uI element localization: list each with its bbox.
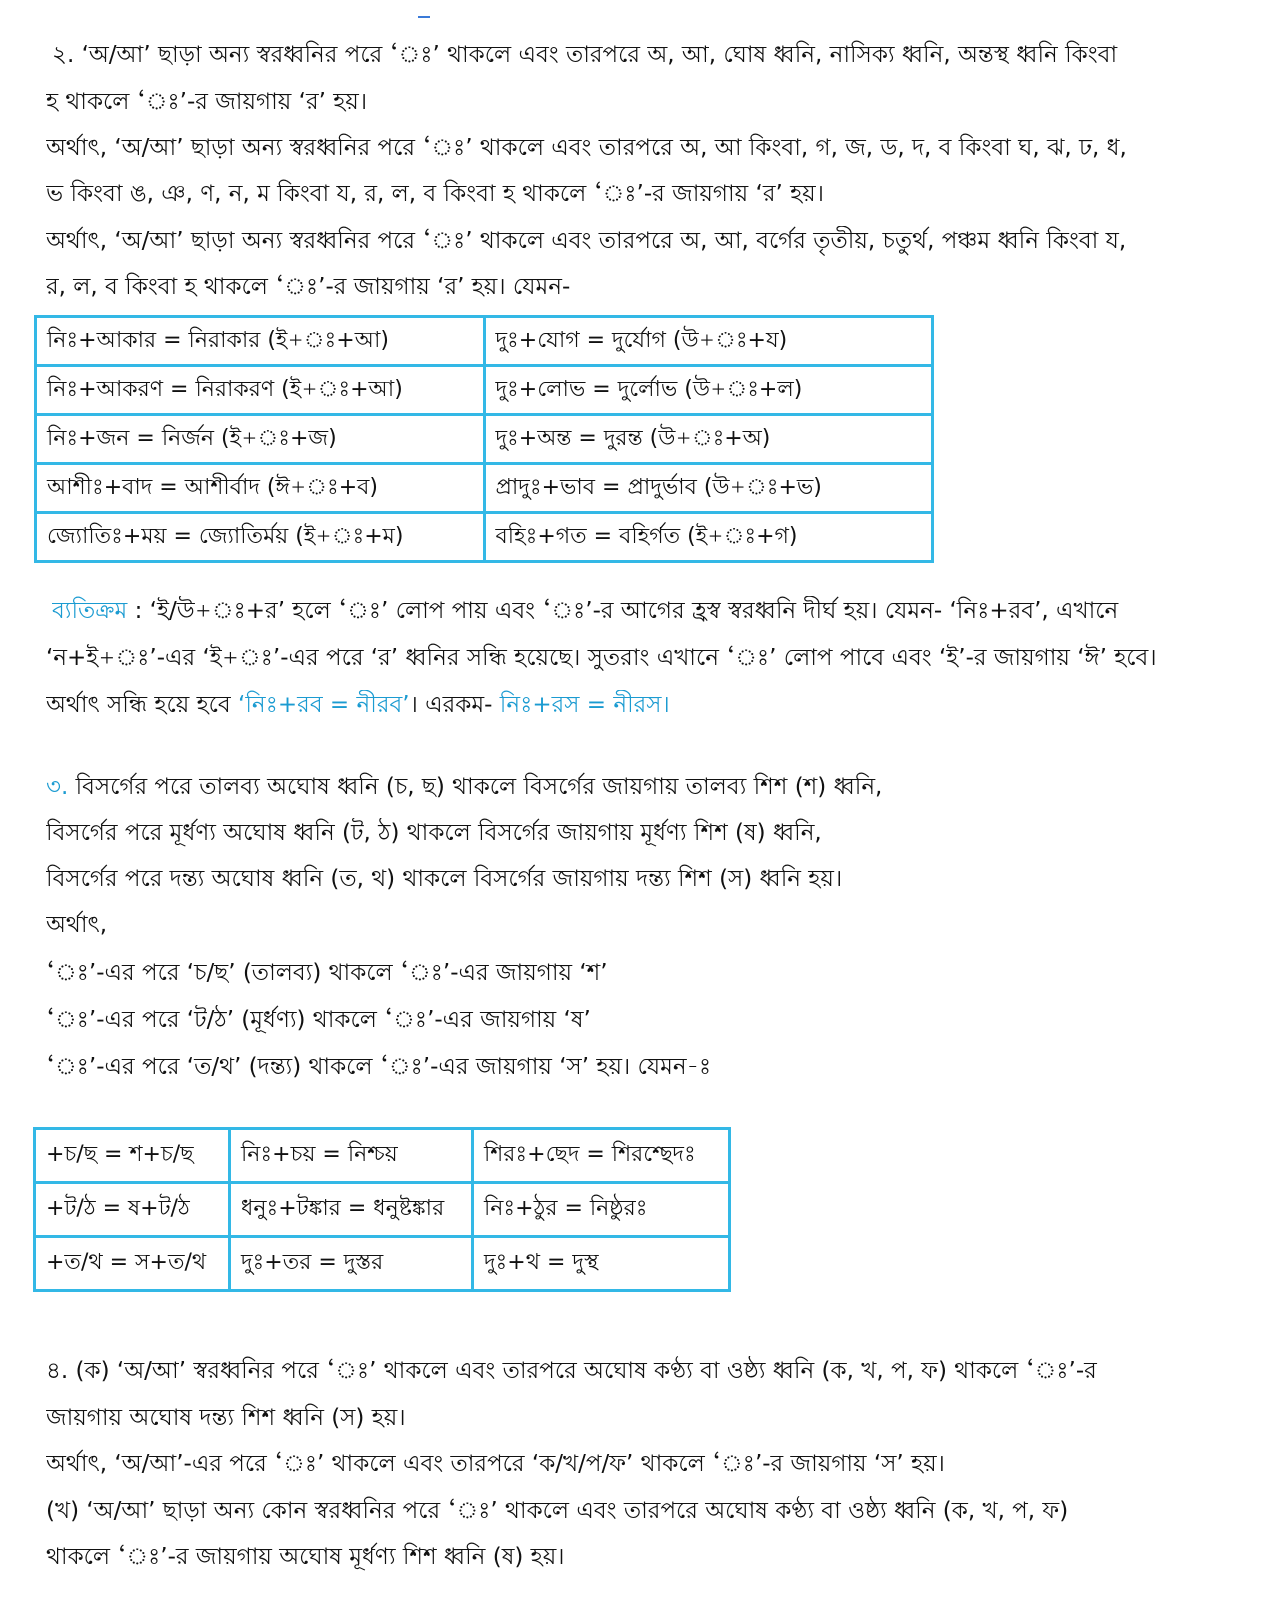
table-cell: নিঃ+আকরণ = নিরাকরণ (ই+ঃ+আ) [36,366,485,415]
table-cell: নিঃ+চয় = নিশ্চয় [230,1129,473,1183]
table-cell: নিঃ+জন = নির্জন (ই+ঃ+জ) [36,415,485,464]
rule2-line-4: ভ কিংবা ঙ, ঞ, ণ, ন, ম কিংবা য, র, ল, ব কিংবা হ থাকলে ‘ঃ’-র জায়গায় ‘র’ হয়। [46,181,824,207]
rule2-line-2: হ থাকলে ‘ঃ’-র জায়গায় ‘র’ হয়। [46,89,368,115]
exception-example-1: ‘নিঃ+রব = নীরব’ [238,692,410,718]
table-cell: দুঃ+অন্ত = দুরন্ত (উ+ঃ+অ) [484,415,933,464]
table-cell: জ্যোতিঃ+ময় = জ্যোতির্ময় (ই+ঃ+ম) [36,513,485,562]
rule2-example-table [34,315,934,563]
table-cell: দুঃ+থ = দুস্থ [473,1237,730,1291]
rule3-line-4: অর্থাৎ, [46,912,108,938]
rule4-line-4: (খ) ‘অ/আ’ ছাড়া অন্য কোন স্বরধ্বনির পরে ‘ঃ’ থাকলে এবং তারপরে অঘোষ কণ্ঠ্য বা ওষ্ঠ্য ধ্বনি (ক, খ, প, ফ) [46,1498,1069,1524]
table-row [36,366,933,415]
rule3-line-3: বিসর্গের পরে দন্ত্য অঘোষ ধ্বনি (ত, থ) থাকলে বিসর্গের জায়গায় দন্ত্য শিশ (স) ধ্বনি হয়। [46,866,843,892]
table-row [35,1183,730,1237]
exception-text: : ‘ই/উ+ঃ+র’ হলে ‘ঃ’ লোপ পায় এবং ‘ঃ’-র আগের হ্রস্ব স্বরধ্বনি দীর্ঘ হয়। যেমন- ‘নিঃ+রব’, এখানে [127,598,1119,624]
exception-line-1 [52,596,1232,628]
table-cell: নিঃ+আকার = নিরাকার (ই+ঃ+আ) [36,317,485,366]
table-cell: আশীঃ+বাদ = আশীর্বাদ (ঈ+ঃ+ব) [36,464,485,513]
rule3-number: ৩. [46,774,69,800]
table-row [35,1237,730,1291]
table-cell: প্রাদুঃ+ভাব = প্রাদুর্ভাব (উ+ঃ+ভ) [484,464,933,513]
table-cell: দুঃ+লোভ = দুর্লোভ (উ+ঃ+ল) [484,366,933,415]
table-cell: বহিঃ+গত = বহির্গত (ই+ঃ+গ) [484,513,933,562]
rule3-line-6: ‘ঃ’-এর পরে ‘ট/ঠ’ (মূর্ধণ্য) থাকলে ‘ঃ’-এর জায়গায় ‘ষ’ [46,1007,591,1033]
rule3-line-7: ‘ঃ’-এর পরে ‘ত/থ’ (দন্ত্য) থাকলে ‘ঃ’-এর জায়গায় ‘স’ হয়। যেমন-ঃ [46,1054,712,1080]
table-row [36,415,933,464]
rule2-line-1: ২. ‘অ/আ’ ছাড়া অন্য স্বরধ্বনির পরে ‘ঃ’ থাকলে এবং তারপরে অ, আ, ঘোষ ধ্বনি, নাসিক্য ধ্বনি, অন্তস্থ ধ্বনি কিংবা [52,42,1118,68]
table-cell: দুঃ+তর = দুস্তর [230,1237,473,1291]
rule2-line-3: অর্থাৎ, ‘অ/আ’ ছাড়া অন্য স্বরধ্বনির পরে ‘ঃ’ থাকলে এবং তারপরে অ, আ কিংবা, গ, জ, ড, দ, ব কিংবা ঘ, ঝ, ঢ, ধ, [46,135,1127,161]
rule3-line-5: ‘ঃ’-এর পরে ‘চ/ছ’ (তালব্য) থাকলে ‘ঃ’-এর জায়গায় ‘শ’ [46,960,608,986]
table-row [36,513,933,562]
table-cell: দুঃ+যোগ = দুর্যোগ (উ+ঃ+য) [484,317,933,366]
table-row [35,1129,730,1183]
rule4-line-1: ৪. (ক) ‘অ/আ’ স্বরধ্বনির পরে ‘ঃ’ থাকলে এবং তারপরে অঘোষ কণ্ঠ্য বা ওষ্ঠ্য ধ্বনি (ক, খ, প, ফ) থাকলে ‘ঃ’-র [46,1358,1097,1384]
exception-label: ব্যতিক্রম [52,598,128,624]
table-cell: +ত/থ = স+ত/থ [35,1237,230,1291]
exception-prefix: অর্থাৎ সন্ধি হয়ে হবে [46,692,239,718]
exception-mid: । এরকম- [409,692,500,718]
rule3-line-2: বিসর্গের পরে মূর্ধণ্য অঘোষ ধ্বনি (ট, ঠ) থাকলে বিসর্গের জায়গায় মূর্ধণ্য শিশ (ষ) ধ্বনি, [46,820,822,846]
table-cell: শিরঃ+ছেদ = শিরশ্ছেদঃ [473,1129,730,1183]
rule2-line-5: অর্থাৎ, ‘অ/আ’ ছাড়া অন্য স্বরধ্বনির পরে ‘ঃ’ থাকলে এবং তারপরে অ, আ, বর্গের তৃতীয়, চতুর্থ, পঞ্চম ধ্বনি কিংবা য, [46,228,1127,254]
table-cell: নিঃ+ঠুর = নিষ্ঠুরঃ [473,1183,730,1237]
table-cell: +ট/ঠ = ষ+ট/ঠ [35,1183,230,1237]
table-cell: ধনুঃ+টঙ্কার = ধনুষ্টঙ্কার [230,1183,473,1237]
rule3-text: বিসর্গের পরে তালব্য অঘোষ ধ্বনি (চ, ছ) থাকলে বিসর্গের জায়গায় তালব্য শিশ (শ) ধ্বনি, [68,774,883,800]
exception-example-2: নিঃ+রস = নীরস। [499,692,670,718]
rule4-line-3: অর্থাৎ, ‘অ/আ’-এর পরে ‘ঃ’ থাকলে এবং তারপরে ‘ক/খ/প/ফ’ থাকলে ‘ঃ’-র জায়গায় ‘স’ হয়। [46,1451,945,1477]
exception-line-2: ‘ন+ই+ঃ’-এর ‘ই+ঃ’-এর পরে ‘র’ ধ্বনির সন্ধি হয়েছে। সুতরাং এখানে ‘ঃ’ লোপ পাবে এবং ‘ই’-র জায়গায় ‘ঈ’ হবে। [46,645,1157,671]
scan-mark [418,16,430,18]
exception-line-3 [46,690,1226,722]
rule4-line-2: জায়গায় অঘোষ দন্ত্য শিশ ধ্বনি (স) হয়। [46,1405,406,1431]
rule3-example-table [33,1127,731,1292]
table-row [36,317,933,366]
rule4-line-5: থাকলে ‘ঃ’-র জায়গায় অঘোষ মূর্ধণ্য শিশ ধ্বনি (ষ) হয়। [46,1544,565,1570]
rule3-line-1 [46,772,1226,804]
rule2-line-6: র, ল, ব কিংবা হ থাকলে ‘ঃ’-র জায়গায় ‘র’ হয়। যেমন- [46,274,571,300]
table-row [36,464,933,513]
table-cell: +চ/ছ = শ+চ/ছ [35,1129,230,1183]
